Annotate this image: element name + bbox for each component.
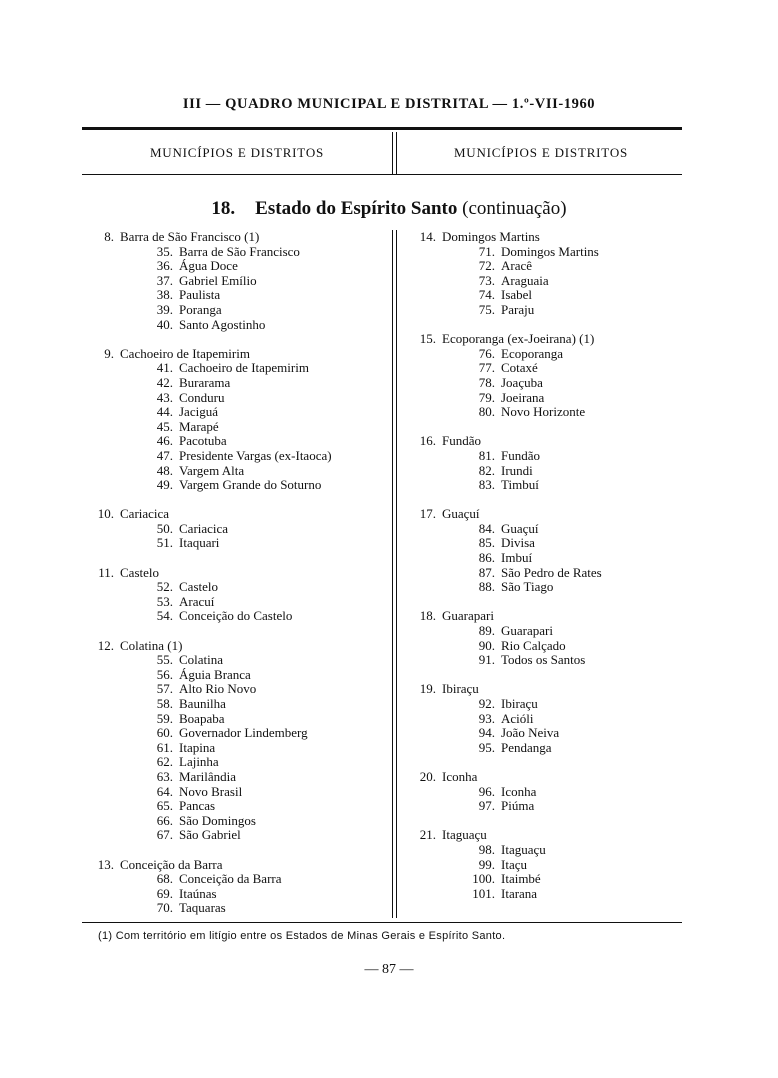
municipality-group [404,770,684,814]
municipality-row [82,639,392,654]
district-name: Novo Horizonte [501,404,586,420]
district-number: 50. [156,520,173,536]
column-head-rule [82,174,682,175]
district-row [404,288,684,303]
district-name: Pacotuba [179,433,227,449]
district-name: Todos os Santos [501,652,586,668]
district-number: 78. [478,374,495,390]
district-name: Águia Branca [179,666,251,682]
municipality-row [404,609,684,624]
district-name: Água Doce [179,258,238,274]
district-name: Presidente Vargas (ex-Itaoca) [179,447,332,463]
district-name: Aracuí [179,593,215,609]
district-name: Itaimbé [501,871,541,887]
district-name: Alto Rio Novo [179,681,257,697]
district-number: 35. [156,243,173,259]
district-name: Araguaia [501,272,549,288]
district-number: 36. [156,258,173,274]
district-name: Barra de São Francisco [179,243,300,259]
district-number: 43. [156,389,173,405]
district-name: São Tiago [501,579,554,595]
district-row [404,726,684,741]
district-name: Isabel [501,287,533,303]
district-number: 40. [156,316,173,332]
district-name: Ecoporanga [501,345,564,361]
district-row [404,712,684,727]
district-row [82,609,392,624]
municipality-number: 10. [97,506,114,522]
district-name: Itaguaçu [501,841,546,857]
district-number: 37. [156,272,173,288]
district-name: Castelo [179,579,218,595]
district-row [82,376,392,391]
district-row [404,303,684,318]
district-number: 83. [478,477,495,493]
district-number: 60. [156,725,173,741]
district-number: 55. [156,652,173,668]
district-row [82,288,392,303]
district-number: 52. [156,579,173,595]
district-row [82,434,392,449]
district-number: 71. [478,243,495,259]
municipality-number: 21. [419,827,436,843]
municipality-row [404,770,684,785]
municipality-group [404,682,684,755]
district-name: Itarana [501,885,538,901]
municipality-number: 9. [104,345,114,361]
district-number: 82. [478,462,495,478]
municipality-number: 12. [97,637,114,653]
section-title [0,198,778,220]
municipality-name: Ecoporanga (ex-Joeirana) (1) [442,331,595,347]
district-number: 69. [156,885,173,901]
district-row [404,580,684,595]
column-head-left: MUNICÍPIOS E DISTRITOS [149,145,325,160]
district-row [82,741,392,756]
district-number: 90. [478,637,495,653]
district-number: 61. [156,739,173,755]
column-head-divider-2 [396,132,397,174]
district-number: 39. [156,301,173,317]
district-row [82,785,392,800]
district-name: Jaciguá [179,404,218,420]
district-row [404,799,684,814]
district-name: Fundão [501,447,540,463]
district-name: Burarama [179,374,231,390]
district-name: Ibiraçu [501,696,538,711]
district-number: 89. [478,623,495,639]
district-number: 59. [156,710,173,726]
municipality-group [404,609,684,667]
district-number: 79. [478,389,495,405]
district-name: Vargem Grande do Soturno [179,477,322,493]
municipality-row [82,347,392,362]
district-row [82,405,392,420]
district-number: 70. [156,900,173,916]
district-number: 65. [156,798,173,814]
municipality-number: 13. [97,856,114,872]
district-number: 57. [156,681,173,697]
district-row [404,274,684,289]
district-name: São Domingos [179,812,256,828]
district-number: 96. [478,783,495,799]
district-number: 101. [472,885,495,901]
district-name: Conceição do Castelo [179,608,293,624]
municipality-row [82,507,392,522]
municipality-name: Ibiraçu [442,681,479,697]
district-name: Paulista [179,287,221,303]
district-name: Timbuí [501,477,539,493]
district-name: Guarapari [501,623,553,639]
right-column [404,230,684,901]
district-row [82,828,392,843]
district-number: 47. [156,447,173,463]
municipality-group [404,230,684,318]
district-name: São Pedro de Rates [501,564,602,580]
page-number: — 87 — [364,962,414,977]
district-row [404,361,684,376]
header-rule [82,127,682,130]
district-row [82,595,392,610]
municipality-group [82,639,392,843]
district-number: 98. [478,841,495,857]
district-number: 51. [156,535,173,551]
district-row [82,478,392,493]
district-row [404,624,684,639]
district-name: São Gabriel [179,827,241,843]
district-name: Boapaba [179,710,225,726]
district-name: Joaçuba [501,374,543,390]
municipality-name: Castelo [120,564,159,580]
district-row [82,318,392,333]
section-continuation: (continuação) [462,198,567,219]
district-name: Divisa [501,535,535,551]
district-number: 38. [156,287,173,303]
district-name: Conduru [179,389,225,405]
district-row [82,901,392,916]
municipality-row [82,858,392,873]
district-row [82,755,392,770]
district-number: 46. [156,433,173,449]
district-number: 91. [478,652,495,668]
district-row [82,420,392,435]
district-row [404,858,684,873]
district-name: Paraju [501,301,535,317]
district-row [404,785,684,800]
district-name: Imbuí [501,550,533,566]
district-row [404,872,684,887]
district-row [404,347,684,362]
district-number: 97. [478,798,495,814]
municipality-number: 16. [419,433,436,449]
district-row [404,478,684,493]
district-name: Aracê [501,258,533,274]
district-number: 48. [156,462,173,478]
district-row [404,376,684,391]
municipality-row [404,230,684,245]
district-row [82,887,392,902]
district-name: João Neiva [501,725,560,741]
district-number: 64. [156,783,173,799]
district-row [82,391,392,406]
district-number: 73. [478,272,495,288]
district-row [82,668,392,683]
district-number: 72. [478,258,495,274]
municipality-name: Guarapari [442,608,494,624]
district-name: Itapina [179,739,216,755]
district-name: Itaquari [179,535,220,551]
district-row [404,245,684,260]
district-row [404,405,684,420]
district-name: Irundi [501,462,533,478]
district-name: Pancas [179,798,216,814]
district-number: 77. [478,360,495,376]
footnote-rule [82,922,682,923]
municipality-number: 17. [419,506,436,522]
district-row [404,449,684,464]
district-name: Acióli [501,710,534,726]
district-name: Novo Brasil [179,783,243,799]
district-number: 41. [156,360,173,376]
district-name: Santo Agostinho [179,316,266,332]
district-number: 68. [156,871,173,887]
district-number: 42. [156,374,173,390]
district-number: 75. [478,301,495,317]
district-row [82,726,392,741]
municipality-row [404,828,684,843]
municipality-row [82,566,392,581]
district-row [404,843,684,858]
municipality-number: 8. [104,229,114,244]
district-row [404,697,684,712]
district-row [82,259,392,274]
district-name: Piúma [501,798,535,814]
district-name: Lajinha [179,754,219,770]
municipality-name: Itaguaçu [442,827,487,843]
district-number: 56. [156,666,173,682]
municipality-group [404,332,684,420]
municipality-name: Domingos Martins [442,229,540,244]
section-state: Estado do Espírito Santo [255,198,458,219]
district-number: 49. [156,477,173,493]
municipality-group [82,858,392,916]
district-number: 53. [156,593,173,609]
district-row [82,303,392,318]
district-name: Colatina [179,652,224,668]
district-number: 44. [156,404,173,420]
district-number: 100. [472,871,495,887]
district-number: 95. [478,739,495,755]
district-name: Pendanga [501,739,552,755]
district-name: Governador Lindemberg [179,725,308,741]
municipality-number: 11. [98,564,114,580]
district-row [82,712,392,727]
district-number: 88. [478,579,495,595]
district-row [82,872,392,887]
municipality-number: 14. [419,229,436,244]
district-number: 67. [156,827,173,843]
district-number: 58. [156,696,173,711]
district-row [82,245,392,260]
district-row [82,536,392,551]
district-number: 86. [478,550,495,566]
district-name: Joeirana [501,389,545,405]
district-name: Poranga [179,301,222,317]
left-column [82,230,392,916]
district-number: 63. [156,768,173,784]
page-header: III — QUADRO MUNICIPAL E DISTRITAL — 1.º-VII-1960 [182,96,596,112]
district-row [82,580,392,595]
body-divider-2 [396,230,397,918]
district-number: 94. [478,725,495,741]
district-row [404,741,684,756]
municipality-name: Cachoeiro de Itapemirim [120,345,250,361]
municipality-group [404,507,684,595]
district-name: Guaçuí [501,520,539,536]
district-number: 54. [156,608,173,624]
district-name: Marilândia [179,768,237,784]
district-name: Itaçu [501,856,527,872]
municipality-name: Conceição da Barra [120,856,223,872]
municipality-name: Cariacica [120,506,170,522]
municipality-group [404,828,684,901]
district-name: Rio Calçado [501,637,566,653]
district-row [82,653,392,668]
municipality-row [404,682,684,697]
district-row [404,551,684,566]
district-row [404,653,684,668]
district-row [404,522,684,537]
body-divider [392,230,393,918]
municipality-name: Iconha [442,768,478,784]
district-row [82,522,392,537]
municipality-name: Barra de São Francisco (1) [120,229,260,244]
municipality-number: 15. [419,331,436,347]
municipality-row [404,434,684,449]
district-name: Itaúnas [179,885,217,901]
district-number: 66. [156,812,173,828]
district-name: Iconha [501,783,537,799]
municipality-group [404,434,684,492]
district-number: 80. [478,404,495,420]
column-head-divider [392,132,393,174]
municipality-row [404,507,684,522]
district-number: 93. [478,710,495,726]
district-row [82,770,392,785]
district-number: 92. [478,696,495,711]
column-head-right: MUNICÍPIOS E DISTRITOS [453,145,629,160]
district-name: Vargem Alta [179,462,245,478]
municipality-row [82,230,392,245]
district-number: 62. [156,754,173,770]
municipality-group [82,347,392,493]
district-number: 99. [478,856,495,872]
district-row [404,887,684,902]
district-row [404,639,684,654]
district-name: Cariacica [179,520,229,536]
district-number: 85. [478,535,495,551]
district-number: 81. [478,447,495,463]
municipality-number: 19. [419,681,436,697]
district-row [82,814,392,829]
municipality-group [82,230,392,332]
district-number: 76. [478,345,495,361]
district-number: 45. [156,418,173,434]
municipality-group [82,566,392,624]
district-name: Marapé [179,418,219,434]
municipality-name: Colatina (1) [120,637,183,653]
district-row [82,361,392,376]
district-number: 84. [478,520,495,536]
district-row [82,697,392,712]
district-row [404,566,684,581]
municipality-row [404,332,684,347]
district-number: 74. [478,287,495,303]
district-row [82,449,392,464]
district-row [82,682,392,697]
district-row [404,259,684,274]
district-number: 87. [478,564,495,580]
municipality-number: 18. [419,608,436,624]
district-row [404,391,684,406]
section-number: 18. [211,198,236,219]
district-name: Conceição da Barra [179,871,282,887]
municipality-name: Guaçuí [442,506,480,522]
district-name: Gabriel Emílio [179,272,257,288]
district-name: Taquaras [179,900,226,916]
district-row [404,536,684,551]
municipality-number: 20. [419,768,436,784]
district-name: Baunilha [179,696,226,711]
municipality-name: Fundão [442,433,481,449]
district-name: Domingos Martins [501,243,599,259]
district-row [82,274,392,289]
district-row [404,464,684,479]
footnote: (1) Com território em litígio entre os Estados de Minas Gerais e Espírito Santo. [98,930,506,942]
municipality-group [82,507,392,551]
district-row [82,464,392,479]
district-name: Cachoeiro de Itapemirim [179,360,309,376]
district-name: Cotaxé [501,360,538,376]
district-row [82,799,392,814]
